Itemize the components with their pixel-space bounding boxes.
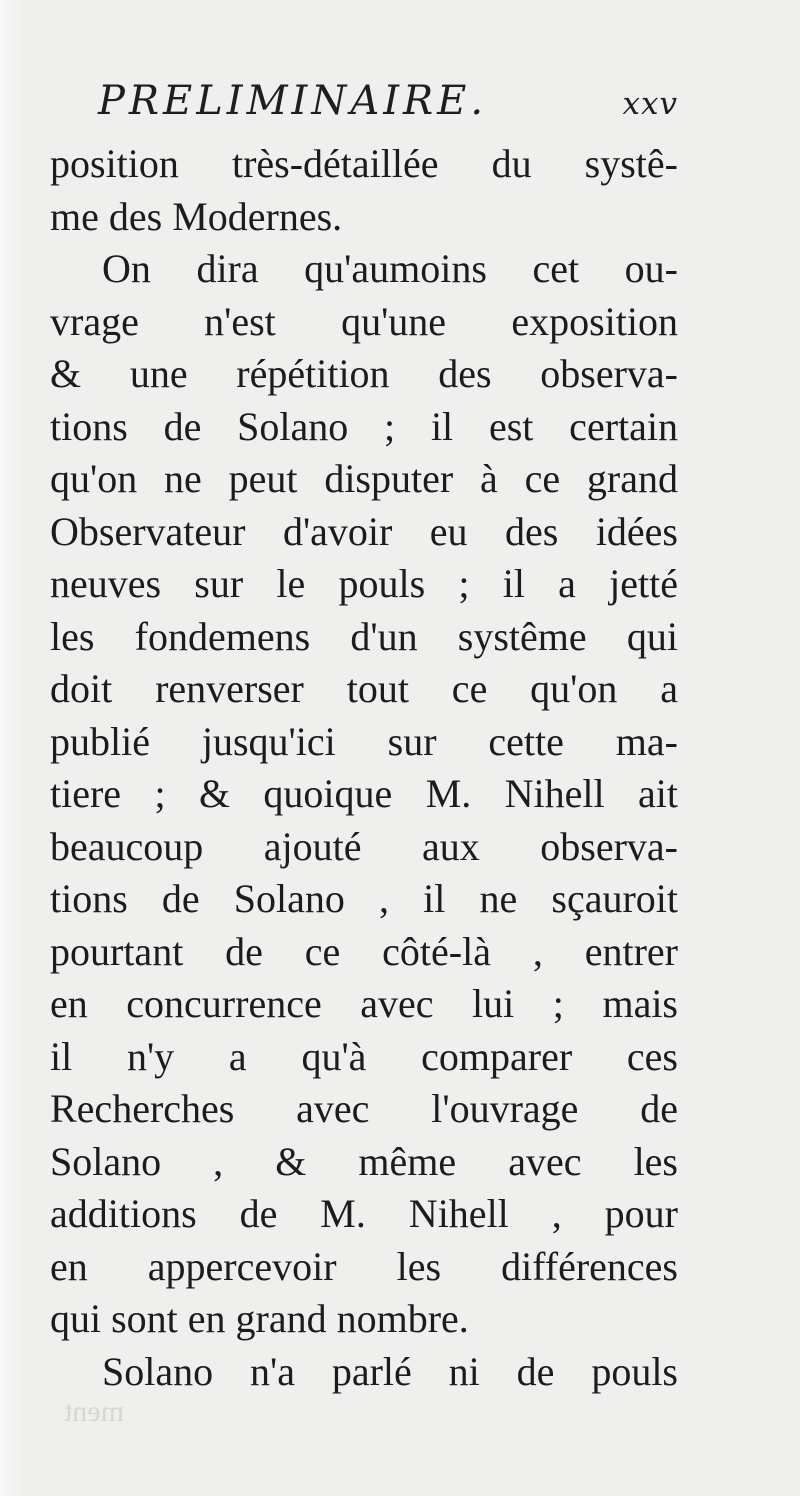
text-line: me des Modernes. [50,193,343,239]
text-line: Recherches avec l'ouvrage de [50,1086,678,1131]
text-line: Solano , & même avec les [50,1138,678,1184]
text-line: tions de Solano , il ne sçauroit [50,876,678,921]
page-number: xxv [622,86,678,122]
text-line: beaucoup ajouté aux observa- [50,823,678,869]
text-line: il n'y a qu'à comparer ces [50,1033,678,1079]
running-head: PRELIMINAIRE. [98,78,488,124]
page-header [98,78,678,138]
text-line: additions de M. Nihell , pour [50,1191,678,1236]
show-through-text: ment [64,1395,124,1428]
text-line: en appercevoir les différences [50,1243,678,1289]
page-edge [0,0,22,1496]
text-line: les fondemens d'un systême qui [50,613,678,659]
text-line: tions de Solano ; il est certain [50,403,678,449]
body-text [50,138,678,1398]
text-line: & une répétition des observa- [50,351,678,396]
text-line: en concurrence avec lui ; mais [50,981,678,1026]
text-line: On dira qu'aumoins cet ou- [102,246,678,291]
text-line: tiere ; & quoique M. Nihell ait [50,771,678,816]
text-line: qui sont en grand nombre. [50,1296,469,1341]
text-line: publié jusqu'ici sur cette ma- [50,718,678,764]
text-line: doit renverser tout ce qu'on a [50,666,678,711]
text-line: neuves sur le pouls ; il a jetté [50,561,678,606]
text-line: Observateur d'avoir eu des idées [50,508,678,554]
text-line: position très-détaillée du systê- [50,141,678,186]
text-line: qu'on ne peut disputer à ce grand [50,456,678,501]
text-line: vrage n'est qu'une exposition [50,298,678,344]
text-line: Solano n'a parlé ni de pouls [102,1348,678,1394]
text-line: pourtant de ce côté-là , entrer [50,928,678,974]
